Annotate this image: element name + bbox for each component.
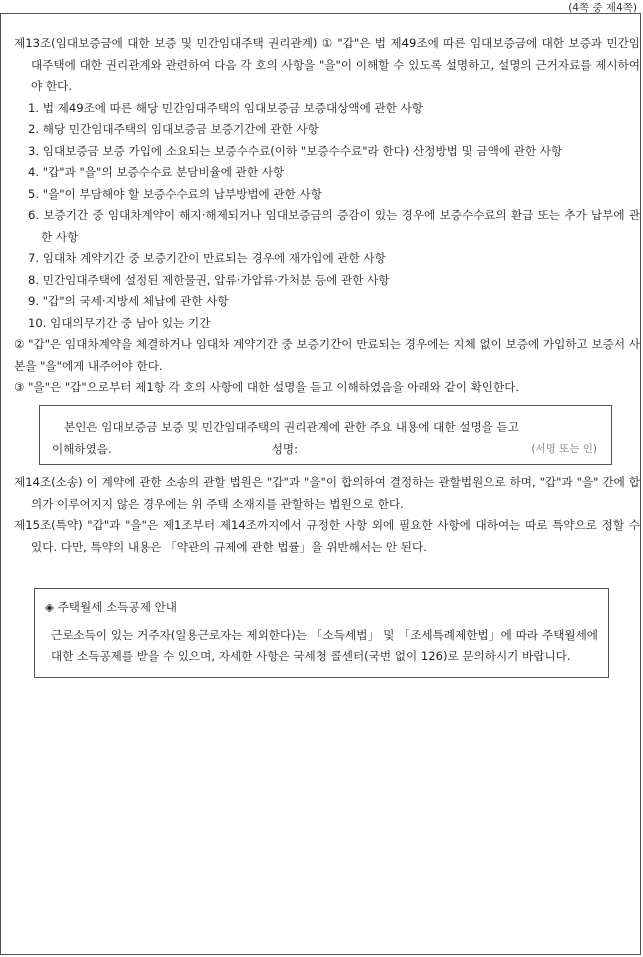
notice-body: 근로소득이 있는 거주자(일용근로자는 제외한다)는 「소득세법」 및 「조세특례제한법」에 따라 주택월세에 대한 소득공제를 받을 수 있으며, 자세한 사항은 국세청 콜센터(국번 없이 126)로 문의하시기 바랍니다. xyxy=(51,628,598,663)
article-14: 제14조(소송) 이 계약에 관한 소송의 관할 법원은 "갑"과 "을"이 합의하여 결정하는 관할법원으로 하며, "갑"과 "을" 간에 합의가 이루어지지 않은 경우에는 위 주택 소재지를 관할하는 법원으로 한다. xyxy=(14,475,640,511)
document-frame xyxy=(0,13,641,955)
article-13-item-3: 3. 임대보증금 보증 가입에 소요되는 보증수수료(이하 "보증수수료"라 한다) 산정방법 및 금액에 관한 사항 xyxy=(28,143,563,158)
page-number: (4쪽 중 제4쪽) xyxy=(568,2,637,14)
article-13-item-9: 9. "갑"의 국세·지방세 체납에 관한 사항 xyxy=(28,294,229,308)
article-13-item-2: 2. 해당 민간임대주택의 임대보증금 보증기간에 관한 사항 xyxy=(28,122,319,136)
article-15: 제15조(특약) "갑"과 "을"은 제1조부터 제14조까지에서 규정한 사항 외에 필요한 사항에 대하여는 따로 특약으로 정할 수 있다. 다만, 특약의 내용은 「약관의 규제에 관한 법률」을 위반해서는 안 된다. xyxy=(14,518,640,554)
article-13-item-10: 10. 임대의무기간 중 남아 있는 기간 xyxy=(28,315,211,330)
article-13-item-1: 1. 법 제49조에 따른 해당 민간임대주택의 임대보증금 보증대상액에 관한 사항 xyxy=(28,100,423,115)
diamond-icon: ◈ xyxy=(45,600,54,614)
article-13-intro: 제13조(임대보증금에 대한 보증 및 민간임대주택 권리관계) ① "갑"은 법 제49조에 따른 임대보증금에 대한 보증과 민간임대주택에 대한 권리관계와 관련하여 다음 각 호의 사항을 "을"이 이해할 수 있도록 설명하고, 설명의 근거자료를 제시하여야 한다. xyxy=(14,36,640,93)
document-content xyxy=(14,33,640,678)
notice-title: 주택월세 소득공제 안내 xyxy=(57,600,177,614)
article-13-item-7: 7. 임대차 계약기간 중 보증기간이 만료되는 경우에 재가입에 관한 사항 xyxy=(28,251,386,265)
article-13-item-6: 6. 보증기간 중 임대차계약이 해지·해제되거나 임대보증금의 증감이 있는 경우에 보증수수료의 환급 또는 추가 납부에 관한 사항 xyxy=(28,208,640,244)
signature-row xyxy=(52,438,603,460)
tax-deduction-notice xyxy=(34,588,609,678)
confirmation-text: 본인은 임대보증금 보증 및 민간임대주택의 권리관계에 관한 주요 내용에 대한 설명을 듣고 xyxy=(64,419,519,434)
article-13-paragraph-3: ③ "을"은 "갑"으로부터 제1항 각 호의 사항에 대한 설명을 듣고 이해하였음을 아래와 같이 확인한다. xyxy=(14,380,520,394)
article-13-paragraph-2: ② "갑"은 임대차계약을 체결하거나 임대차 계약기간 중 보증기간이 만료되는 경우에는 지체 없이 보증에 가입하고 보증서 사본을 "을"에게 내주어야 한다. xyxy=(14,337,640,373)
article-13-item-4: 4. "갑"과 "을"의 보증수수료 분담비율에 관한 사항 xyxy=(28,165,285,179)
article-13-item-5: 5. "을"이 부담해야 할 보증수수료의 납부방법에 관한 사항 xyxy=(28,186,322,201)
confirmation-text-end: 이해하였음. xyxy=(52,442,112,456)
signature-field[interactable]: (서명 또는 인) xyxy=(531,443,597,455)
confirmation-box xyxy=(39,405,612,466)
signature-name-label: 성명: xyxy=(271,442,298,456)
article-13-item-8: 8. 민간임대주택에 설정된 제한물권, 압류·가압류·가처분 등에 관한 사항 xyxy=(28,272,390,287)
notice-title-row xyxy=(45,597,598,617)
